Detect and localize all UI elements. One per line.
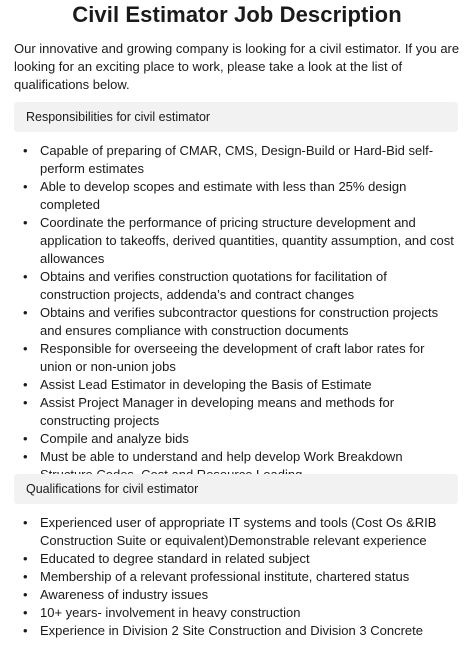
list-item-text: Assist Lead Estimator in developing the Basis of Estimate [40, 377, 372, 392]
bullet-icon: • [23, 341, 28, 356]
list-item [18, 430, 458, 448]
bullet-icon: • [23, 623, 28, 638]
page-title: Civil Estimator Job Description [72, 2, 402, 27]
list-item [18, 214, 458, 268]
bullet-icon: • [23, 605, 28, 620]
bullet-icon: • [23, 215, 28, 230]
qualifications-heading: Qualifications for civil estimator [14, 474, 458, 504]
list-item-text: Responsible for overseeing the development of craft labor rates for union or non-union jobs [40, 341, 425, 374]
intro-paragraph: Our innovative and growing company is looking for a civil estimator. If you are looking for an exciting place to work, please take a look at the list of qualifications below. [14, 41, 460, 92]
list-item [18, 394, 458, 430]
list-item-text: Must be able to understand and help develop Work Breakdown [40, 449, 403, 464]
list-item-text: Assist Project Manager in developing means and methods for constructing projects [40, 395, 395, 428]
list-item-text: Experience in Division 2 Site Construction and Division 3 Concrete [40, 623, 423, 638]
list-item-text: Experienced user of appropriate IT systems and tools (Cost Os &RIB Construction Suite or equivalent)Demonstrable relevant experience [40, 515, 437, 548]
bullet-icon: • [23, 377, 28, 392]
responsibilities-list [18, 142, 458, 484]
bullet-icon: • [23, 179, 28, 194]
list-item-text: Compile and analyze bids [40, 431, 189, 446]
list-item [18, 340, 458, 376]
bullet-icon: • [23, 587, 28, 602]
list-item [18, 550, 458, 568]
list-item-text: Membership of a relevant professional institute, chartered status [40, 569, 410, 584]
responsibilities-heading: Responsibilities for civil estimator [14, 102, 458, 132]
qualifications-list [18, 514, 458, 640]
list-item [18, 622, 458, 640]
bullet-icon: • [23, 143, 28, 158]
bullet-icon: • [23, 269, 28, 284]
bullet-icon: • [23, 449, 28, 464]
bullet-icon: • [23, 305, 28, 320]
bullet-icon: • [23, 569, 28, 584]
list-item [18, 304, 458, 340]
list-item-text: Obtains and verifies construction quotations for facilitation of construction projects, addenda’s and contract changes [40, 269, 387, 302]
list-item-text: Awareness of industry issues [40, 587, 209, 602]
list-item [18, 376, 458, 394]
list-item [18, 514, 458, 550]
list-item-text: Coordinate the performance of pricing structure development and application to takeoffs, derived quantities, quantity assumption, and cost allowances [40, 215, 454, 266]
list-item [18, 178, 458, 214]
list-item [18, 604, 458, 622]
list-item [18, 586, 458, 604]
bullet-icon: • [23, 515, 28, 530]
bullet-icon: • [23, 551, 28, 566]
bullet-icon: • [23, 431, 28, 446]
list-item-text: Able to develop scopes and estimate with less than 25% design completed [40, 179, 407, 212]
list-item [18, 268, 458, 304]
list-item-text: Obtains and verifies subcontractor questions for construction projects and ensures compliance with construction documents [40, 305, 439, 338]
list-item-text: Educated to degree standard in related subject [40, 551, 310, 566]
list-item-text: Capable of preparing of CMAR, CMS, Design-Build or Hard-Bid self-perform estimates [40, 143, 434, 176]
list-item-text: 10+ years- involvement in heavy construction [40, 605, 301, 620]
list-item [18, 142, 458, 178]
list-item [18, 568, 458, 586]
bullet-icon: • [23, 395, 28, 410]
